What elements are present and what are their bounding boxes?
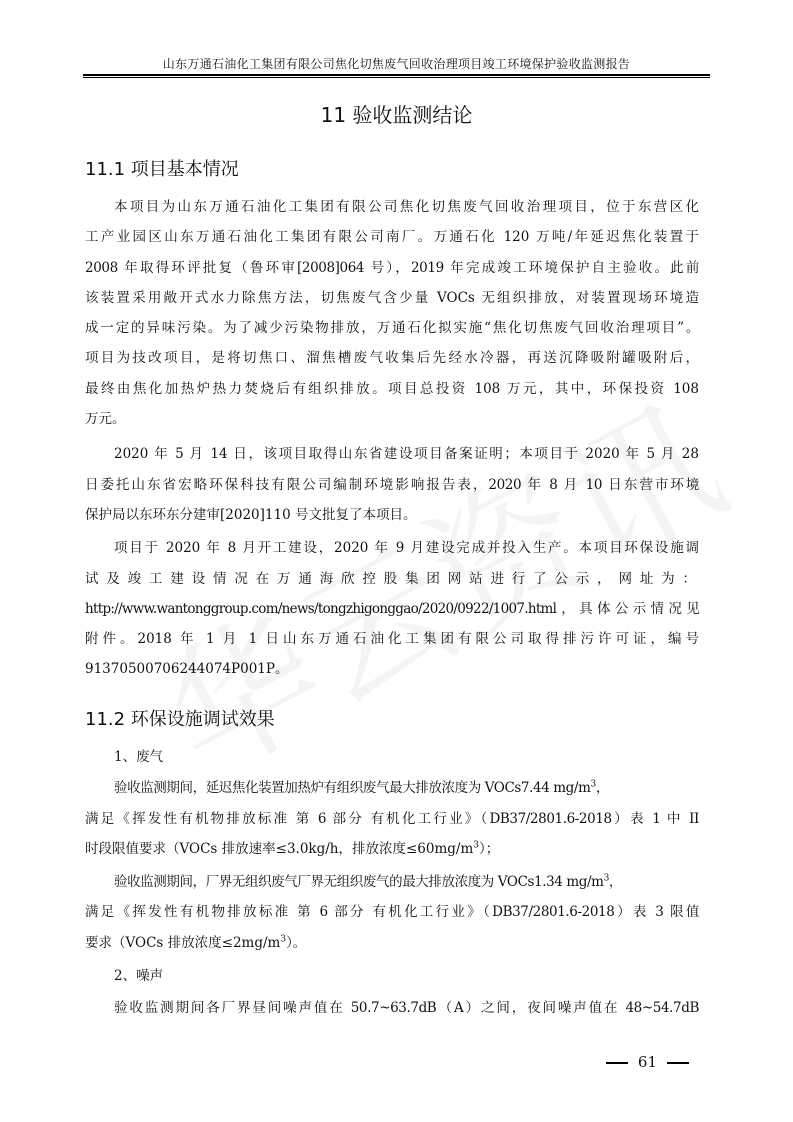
text-line: 要求（VOCs 排放浓度$\le 2mg/m^3$）。	[85, 934, 307, 951]
text-line: 2008 年取得环评批复（鲁环审[2008]064 号），2019 年完成竣工环境保护自主验收。此前	[85, 259, 699, 276]
paragraph-2	[85, 439, 699, 530]
text-line: 本项目为山东万通石油化工集团有限公司焦化切焦废气回收治理项目，位于东营区化	[114, 199, 699, 215]
text-line: 万元。	[85, 411, 126, 428]
text-line: 试及竣工建设情况在万通海欣控股集团网站进行了公示，网址为：	[85, 570, 699, 587]
item-label-noise: 2、噪声	[114, 968, 164, 985]
text-line: 验收监测期间，延迟焦化装置加热炉有组织废气最大排放浓度为 VOCs7.44 $mg/m^3$，	[114, 779, 609, 797]
page-footer	[596, 1052, 699, 1072]
paragraph-exhaust-organized	[85, 773, 699, 864]
text-line: 时段限值要求（VOCs 排放速率≤3.0kg/h，排放浓度$\le 60mg/m^3$）；	[85, 840, 500, 857]
running-header: 山东万通石油化工集团有限公司焦化切焦废气回收治理项目竣工环境保护验收监测报告	[162, 57, 631, 71]
paragraph-3	[85, 533, 699, 684]
item-label-exhaust: 1、废气	[114, 749, 164, 765]
paragraph-exhaust-fugitive	[85, 867, 699, 958]
header-rule-thick	[83, 74, 710, 76]
text-line: 项目于 2020 年 8 月开工建设，2020 年 9 月建设完成并投入生产。本项目环保设施调	[114, 540, 699, 557]
text-line: 满足《挥发性有机物排放标准 第 6 部分 有机化工行业》（DB37/2801.6-2018）表 1 中 II	[85, 810, 699, 827]
footer-dash-right	[667, 1062, 689, 1064]
text-line: 验收监测期间各厂界昼间噪声值在 50.7~63.7dB（A）之间，夜间噪声值在 48~54.7dB	[114, 1000, 699, 1017]
text-line: 验收监测期间，厂界无组织废气厂界无组织废气的最大排放浓度为 VOCs1.34 $mg/m^3$，	[114, 873, 623, 891]
paragraph-noise	[85, 993, 699, 1023]
text-line: 91370500706244074P001P。	[85, 661, 289, 678]
text-line: 满足《挥发性有机物排放标准 第 6 部分 有机化工行业》（DB37/2801.6-2018）表 3 限值	[85, 904, 699, 921]
section-heading-11-2: 11.2 环保设施调试效果	[85, 709, 275, 730]
text-line: 最终由焦化加热炉热力焚烧后有组织排放。项目总投资 108 万元，其中，环保投资 108	[85, 380, 699, 397]
text-line: 项目为技改项目，是将切焦口、溜焦槽废气收集后先经水冷器，再送沉降吸附罐吸附后，	[85, 350, 699, 367]
paragraph-1	[85, 192, 699, 434]
text-line: 附件。2018 年 1 月 1 日山东万通石油化工集团有限公司取得排污许可证，编号	[85, 631, 699, 648]
text-line: 该装置采用敞开式水力除焦方法，切焦废气含少量 VOCs 无组织排放，对装置现场环境造	[85, 289, 699, 306]
footer-dash-left	[606, 1062, 628, 1064]
text-line: 2020 年 5 月 14 日，该项目取得山东省建设项目备案证明；本项目于 2020 年 5 月 28	[114, 446, 699, 463]
section-11-1-body	[85, 192, 699, 685]
text-line: 日委托山东省宏略环保科技有限公司编制环境影响报告表，2020 年 8 月 10 日东营市环境	[85, 476, 699, 493]
url-line: http://www.wantonggroup.com/news/tongzhigonggao/2020/0922/1007.html，具体公示情况见	[85, 600, 699, 617]
text-line: 成一定的异味污染。为了减少污染物排放，万通石化拟实施“焦化切焦废气回收治理项目”。	[85, 320, 699, 337]
section-heading-11-1: 11.1 项目基本情况	[85, 159, 239, 180]
text-line: 保护局以东环东分建审[2020]110 号文批复了本项目。	[85, 506, 417, 523]
section-11-2-body	[85, 742, 699, 1024]
chapter-title: 11 验收监测结论	[320, 103, 473, 127]
header-rule-thin	[83, 77, 710, 78]
page-number: 61	[637, 1053, 657, 1071]
text-line: 工产业园区山东万通石油化工集团有限公司南厂。万通石化 120 万吨/年延迟焦化装置于	[85, 229, 699, 246]
